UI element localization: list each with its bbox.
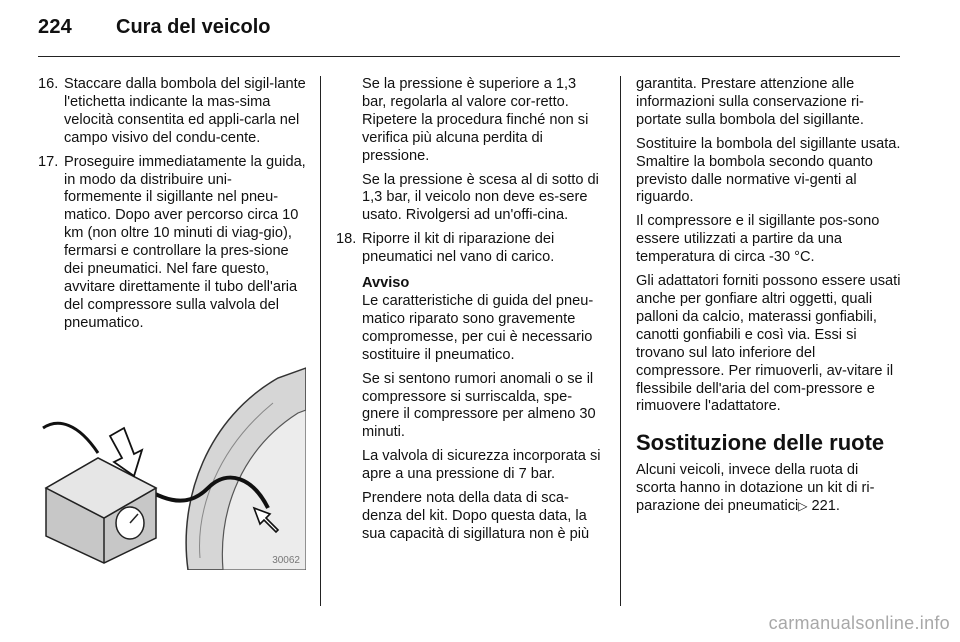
body-paragraph: Il compressore e il sigillante pos-sono essere utilizzati a partire da una temperatura di circa -30 °C. xyxy=(636,213,880,266)
column-divider-1 xyxy=(320,76,321,606)
header-rule xyxy=(38,56,900,57)
pressure-below-paragraph: Se la pressione è scesa al di sotto di 1,3 bar, il veicolo non deve es-sere usato. Rivolgersi ad un'offi-cina. xyxy=(362,171,599,224)
step-18 xyxy=(336,231,604,267)
column-1 xyxy=(38,76,306,339)
step-number: 17. xyxy=(38,153,59,170)
step-text: Staccare dalla bombola del sigil-lante l'etichetta indicante la mas-sima velocità consentita ed appli-carla nel campo visivo del condu-cente. xyxy=(64,76,306,146)
step-text: Riporre il kit di riparazione dei pneumatici nel vano di carico. xyxy=(362,231,555,266)
step-17 xyxy=(38,154,306,333)
notice-title: Avviso xyxy=(362,275,410,292)
body-paragraph xyxy=(636,462,902,516)
column-divider-2 xyxy=(620,76,621,606)
section-title: Cura del veicolo xyxy=(116,16,271,38)
triangle-right-icon: ▷ xyxy=(798,499,808,514)
body-paragraph: Sostituire la bombola del sigillante usata. Smaltire la bombola secondo quanto previsto dalle normative vi-genti al riguardo. xyxy=(636,135,901,206)
notice-paragraph: Prendere nota della data di sca-denza del kit. Dopo questa data, la sua capacità di sigillatura non è più xyxy=(362,490,590,542)
notice-paragraph: La valvola di sicurezza incorporata si apre a una pressione di 7 bar. xyxy=(362,448,601,483)
figure-id: 30062 xyxy=(272,555,300,566)
pressure-above-paragraph: Se la pressione è superiore a 1,3 bar, regolarla al valore cor-retto. Ripetere la procedura finché non si verifica più alcuna perdita di pressione. xyxy=(362,76,589,164)
page-reference-link[interactable]: 221. xyxy=(807,498,840,515)
step-number: 16. xyxy=(38,76,59,92)
step-16 xyxy=(38,76,306,148)
page-number: 224 xyxy=(38,16,72,38)
step-text: Proseguire immediatamente la guida, in modo da distribuire uni-formemente il sigillante nel pneu-matico. Dopo aver percorso circa 10 km (non oltre 10 minuti di viag-gio), fermarsi e controllare la pres-sione dei pneumatici. Nel fare questo, avvitare direttamente il tubo dell'aria del compressore sulla valvola del pneumatico. xyxy=(64,153,306,331)
notice-paragraph: Se si sentono rumori anomali o se il compressore si surriscalda, spe-gnere il compressore per almeno 30 minuti. xyxy=(362,370,596,441)
wheel-change-heading: Sostituzione delle ruote xyxy=(636,430,885,456)
column-2 xyxy=(336,76,604,550)
power-cable xyxy=(43,423,98,453)
column-3 xyxy=(636,76,902,522)
watermark: carmanualsonline.info xyxy=(768,613,950,633)
body-paragraph: garantita. Prestare attenzione alle informazioni sulla conservazione ri-portate sulla bombola del sigillante. xyxy=(636,76,864,128)
repair-kit-text: Alcuni veicoli, invece della ruota di scorta hanno in dotazione un kit di ri-parazione dei pneumatici xyxy=(636,462,875,515)
step-number: 18. xyxy=(336,231,357,248)
compressor-illustration xyxy=(38,358,306,570)
body-paragraph: Gli adattatori forniti possono essere usati anche per gonfiare altri oggetti, quali palloni da calcio, materassi gonfiabili, canotti gonfiabili e così via. Essi si trovano sul lato inferiore del compressore. Per rimuoverli, av-vitare il flessibile dell'aria del com-pressore e rimuovere l'adattatore. xyxy=(636,273,901,415)
notice-paragraph: Le caratteristiche di guida del pneu-matico riparato sono gravemente compromesse, per cui è necessario sostituire il pneumatico. xyxy=(362,292,594,363)
